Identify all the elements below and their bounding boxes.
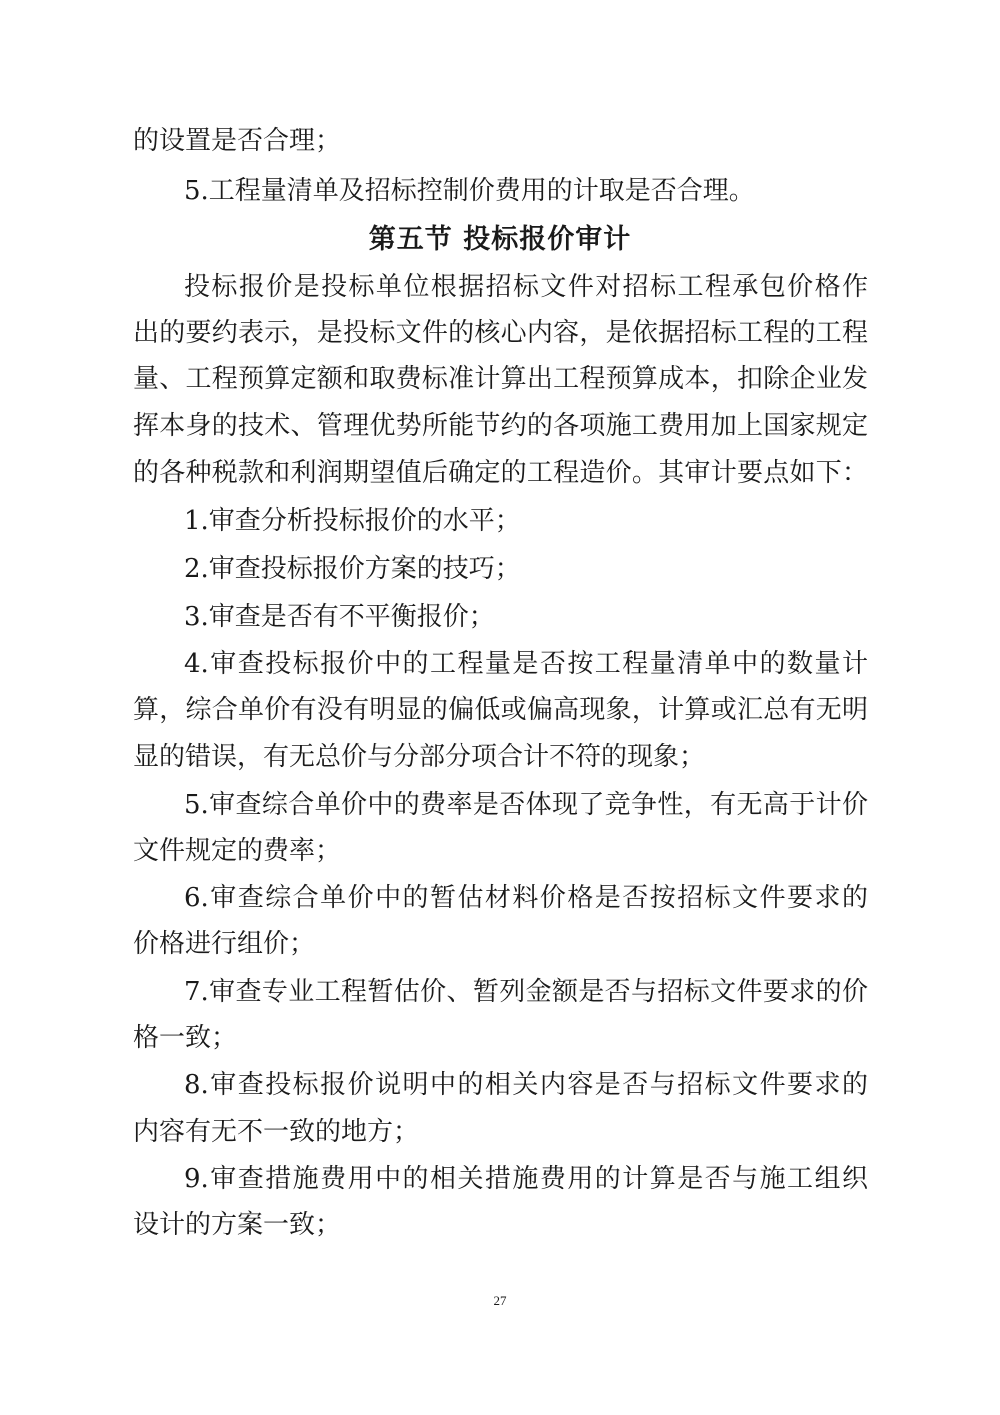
text-line: 出的要约表示，是投标文件的核心内容，是依据招标工程的工程 — [133, 318, 868, 348]
list-item: 7.审查专业工程暂估价、暂列金额是否与招标文件要求的价 — [184, 977, 868, 1007]
text-line: 算，综合单价有没有明显的偏低或偏高现象，计算或汇总有无明 — [133, 695, 868, 725]
list-item: 1.审查分析投标报价的水平； — [184, 506, 521, 536]
list-item: 2.审查投标报价方案的技巧； — [184, 554, 521, 584]
list-item: 8.审查投标报价说明中的相关内容是否与招标文件要求的 — [184, 1070, 868, 1100]
list-item: 3.审查是否有不平衡报价； — [184, 602, 495, 632]
text-line: 价格进行组价； — [133, 929, 316, 959]
text-line: 挥本身的技术、管理优势所能节约的各项施工费用加上国家规定 — [133, 411, 868, 441]
text-line: 文件规定的费率； — [133, 836, 342, 866]
page-number: 27 — [493, 1293, 507, 1308]
list-item: 6.审查综合单价中的暂估材料价格是否按招标文件要求的 — [184, 883, 868, 913]
text-line: 内容有无不一致的地方； — [133, 1117, 420, 1147]
text-line: 的各种税款和利润期望值后确定的工程造价。其审计要点如下： — [133, 458, 868, 488]
text-line: 5.工程量清单及招标控制价费用的计取是否合理。 — [184, 176, 755, 206]
text-line: 投标报价是投标单位根据招标文件对招标工程承包价格作 — [184, 272, 868, 302]
section-heading: 第五节 投标报价审计 — [368, 224, 632, 255]
text-line: 显的错误，有无总价与分部分项合计不符的现象； — [133, 742, 706, 772]
text-line: 设计的方案一致； — [133, 1210, 342, 1240]
text-line: 格一致； — [133, 1023, 238, 1053]
list-item: 9.审查措施费用中的相关措施费用的计算是否与施工组织 — [184, 1164, 868, 1194]
list-item: 5.审查综合单价中的费率是否体现了竞争性，有无高于计价 — [184, 790, 868, 820]
list-item: 4.审查投标报价中的工程量是否按工程量清单中的数量计 — [184, 649, 868, 679]
text-line: 量、工程预算定额和取费标准计算出工程预算成本，扣除企业发 — [133, 364, 868, 394]
text-line: 的设置是否合理； — [133, 126, 342, 156]
